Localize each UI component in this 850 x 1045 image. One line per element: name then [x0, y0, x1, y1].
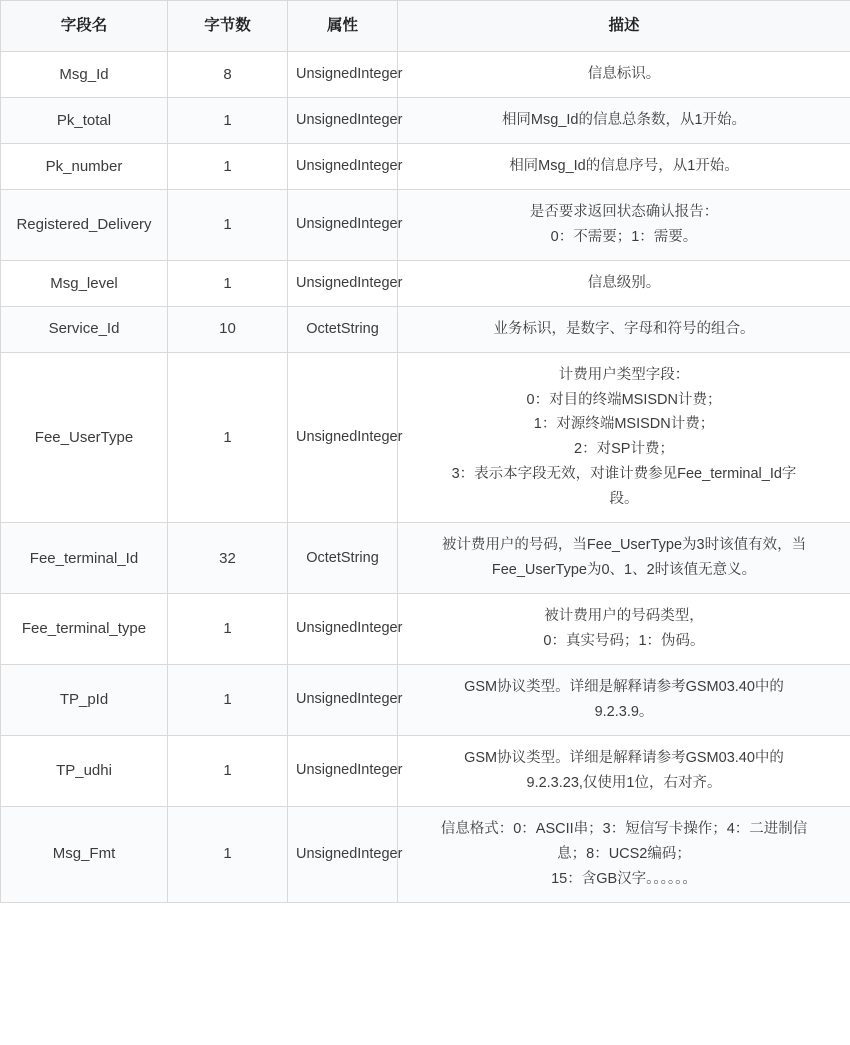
description-line: 15：含GB汉字。。。。。。	[551, 870, 697, 887]
attribute-line: Unsigned	[296, 620, 358, 637]
description-line: 是否要求返回状态确认报告：	[529, 203, 719, 220]
cell-bytes: 1	[168, 260, 288, 306]
cell-description	[398, 806, 850, 902]
cell-bytes: 1	[168, 97, 288, 143]
table-row	[1, 52, 850, 98]
description-line: 信息级别。	[587, 274, 661, 291]
table-row	[1, 594, 850, 665]
attribute-line: Unsigned	[296, 111, 358, 128]
cell-field-name: TP_pId	[1, 664, 168, 735]
description-line: 相同Msg_Id的信息总条数，从1开始。	[501, 111, 747, 128]
attribute-line: Integer	[357, 274, 403, 291]
cell-bytes: 1	[168, 189, 288, 260]
cell-field-name: Fee_terminal_type	[1, 594, 168, 665]
cell-attribute	[288, 189, 403, 260]
cell-bytes: 1	[168, 664, 288, 735]
description-line: 3：表示本字段无效，对谁计费参见Fee_terminal_Id字	[451, 466, 797, 483]
cell-attribute	[288, 143, 403, 189]
attribute-line: Unsigned	[296, 216, 358, 233]
cell-attribute	[288, 806, 403, 902]
attribute-line: Unsigned	[296, 65, 358, 82]
attribute-line: Integer	[357, 157, 403, 174]
cell-description	[398, 52, 850, 98]
cell-bytes: 10	[168, 306, 288, 352]
attribute-line: Octet	[306, 549, 341, 566]
attribute-line: String	[340, 320, 379, 337]
attribute-line: Unsigned	[296, 428, 358, 445]
cell-attribute	[288, 352, 403, 523]
attribute-line: Unsigned	[296, 845, 358, 862]
table-row	[1, 523, 850, 594]
table-header	[1, 1, 850, 52]
cell-description	[398, 735, 850, 806]
description-line: 9.2.3.23,仅使用1位，右对齐。	[526, 774, 722, 791]
table-row	[1, 260, 850, 306]
attribute-line: Integer	[357, 691, 403, 708]
attribute-line: Integer	[357, 111, 403, 128]
table-row	[1, 664, 850, 735]
description-line: 1：对源终端MSISDN计费；	[533, 416, 715, 433]
table-row	[1, 735, 850, 806]
description-line: GSM协议类型。详细是解释请参考GSM03.40中的	[464, 678, 784, 695]
cell-attribute	[288, 594, 403, 665]
description-line: GSM协议类型。详细是解释请参考GSM03.40中的	[464, 749, 784, 766]
cell-bytes: 1	[168, 806, 288, 902]
cell-field-name: Service_Id	[1, 306, 168, 352]
description-line: 0：不需要；1：需要。	[550, 228, 698, 245]
cell-field-name: Msg_Id	[1, 52, 168, 98]
table-row	[1, 143, 850, 189]
attribute-line: Integer	[357, 620, 403, 637]
cell-field-name: TP_udhi	[1, 735, 168, 806]
table-row	[1, 306, 850, 352]
table-row	[1, 352, 850, 523]
attribute-line: Integer	[357, 845, 403, 862]
cell-description	[398, 97, 850, 143]
table-row	[1, 806, 850, 902]
cell-field-name: Msg_level	[1, 260, 168, 306]
cell-bytes: 1	[168, 735, 288, 806]
cell-description	[398, 143, 850, 189]
description-line: 0：真实号码；1：伪码。	[543, 633, 705, 650]
attribute-line: Integer	[357, 762, 403, 779]
cell-attribute	[288, 735, 403, 806]
cell-attribute	[288, 306, 398, 352]
cell-attribute	[288, 523, 398, 594]
cell-bytes: 1	[168, 594, 288, 665]
cell-field-name: Fee_terminal_Id	[1, 523, 168, 594]
description-line: 9.2.3.9。	[594, 703, 654, 720]
column-header-description: 描述	[398, 1, 850, 52]
description-line: 被计费用户的号码类型，	[544, 608, 704, 625]
cell-field-name: Pk_number	[1, 143, 168, 189]
cell-description	[398, 260, 850, 306]
description-line: Fee_UserType为0、1、2时该值无意义。	[491, 562, 757, 579]
description-line: 息；8：UCS2编码；	[557, 845, 691, 862]
attribute-line: Unsigned	[296, 762, 358, 779]
description-line: 被计费用户的号码，当Fee_UserType为3时该值有效，当	[441, 537, 807, 554]
description-line: 0：对目的终端MSISDN计费；	[526, 391, 722, 408]
cell-description	[398, 189, 850, 260]
attribute-line: String	[340, 549, 379, 566]
attribute-line: Unsigned	[296, 691, 358, 708]
cell-attribute	[288, 52, 403, 98]
description-line: 信息格式：0：ASCII串；3：短信写卡操作；4：二进制信	[440, 820, 808, 837]
cell-description	[398, 664, 850, 735]
attribute-line: Unsigned	[296, 157, 358, 174]
column-header-bytes: 字节数	[168, 1, 288, 52]
cell-description	[398, 523, 850, 594]
description-line: 段。	[609, 491, 639, 508]
cell-field-name: Pk_total	[1, 97, 168, 143]
description-line: 计费用户类型字段：	[558, 366, 690, 383]
cell-bytes: 1	[168, 143, 288, 189]
cell-field-name: Registered_Delivery	[1, 189, 168, 260]
attribute-line: Unsigned	[296, 274, 358, 291]
description-line: 相同Msg_Id的信息序号，从1开始。	[509, 157, 739, 174]
attribute-line: Integer	[357, 65, 403, 82]
cell-field-name: Fee_UserType	[1, 352, 168, 523]
table-row	[1, 97, 850, 143]
table-row	[1, 189, 850, 260]
description-line: 信息标识。	[587, 66, 661, 83]
cell-field-name: Msg_Fmt	[1, 806, 168, 902]
cell-attribute	[288, 97, 403, 143]
attribute-line: Octet	[306, 320, 341, 337]
description-line: 业务标识，是数字、字母和符号的组合。	[493, 320, 755, 337]
cell-attribute	[288, 260, 403, 306]
cell-bytes: 32	[168, 523, 288, 594]
attribute-line: Integer	[357, 216, 403, 233]
description-line: 2：对SP计费；	[574, 441, 674, 458]
table-header-row	[1, 1, 850, 52]
attribute-line: Integer	[357, 428, 403, 445]
cell-description	[398, 352, 850, 523]
cell-bytes: 8	[168, 52, 288, 98]
column-header-attribute: 属性	[288, 1, 398, 52]
cell-attribute	[288, 664, 403, 735]
column-header-field-name: 字段名	[1, 1, 168, 52]
cell-description	[398, 306, 850, 352]
cell-description	[398, 594, 850, 665]
cell-bytes: 1	[168, 352, 288, 523]
table-body	[1, 52, 850, 903]
